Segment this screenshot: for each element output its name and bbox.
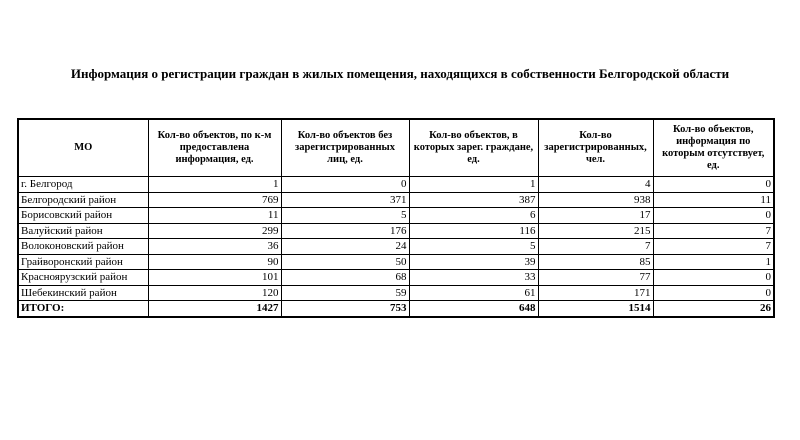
- table-row: [18, 270, 774, 286]
- cell-mo: Шебекинский район: [18, 285, 148, 301]
- header-objects-with-registered: Кол-во объектов, в которых зарег. граждане, ед.: [409, 119, 538, 177]
- cell-registered-count: 4: [538, 177, 653, 193]
- cell-objects-with-registered: 1: [409, 177, 538, 193]
- table-row: [18, 192, 774, 208]
- cell-objects-with-registered: 6: [409, 208, 538, 224]
- cell-objects-with-registered: 387: [409, 192, 538, 208]
- cell-objects-info: 769: [148, 192, 281, 208]
- cell-objects-no-info: 0: [653, 208, 774, 224]
- cell-registered-count: 17: [538, 208, 653, 224]
- cell-objects-no-registered: 50: [281, 254, 409, 270]
- cell-mo: г. Белгород: [18, 177, 148, 193]
- cell-mo: Красноярузский район: [18, 270, 148, 286]
- table-row: [18, 177, 774, 193]
- cell-objects-info: 101: [148, 270, 281, 286]
- cell-registered-count: 77: [538, 270, 653, 286]
- table-row: [18, 208, 774, 224]
- document-title: Информация о регистрации граждан в жилых помещения, находящихся в собственности Белгородской области: [70, 66, 730, 81]
- cell-objects-no-info: 1: [653, 254, 774, 270]
- cell-total-objects-info: 1427: [148, 301, 281, 317]
- cell-total-objects-with-registered: 648: [409, 301, 538, 317]
- cell-total-objects-no-registered: 753: [281, 301, 409, 317]
- registration-table: [17, 118, 775, 318]
- cell-total-registered-count: 1514: [538, 301, 653, 317]
- cell-objects-no-registered: 59: [281, 285, 409, 301]
- cell-objects-with-registered: 39: [409, 254, 538, 270]
- cell-objects-no-registered: 176: [281, 223, 409, 239]
- cell-mo: Грайворонский район: [18, 254, 148, 270]
- cell-objects-no-info: 7: [653, 223, 774, 239]
- cell-objects-no-info: 0: [653, 285, 774, 301]
- cell-objects-with-registered: 116: [409, 223, 538, 239]
- cell-objects-with-registered: 33: [409, 270, 538, 286]
- cell-objects-info: 299: [148, 223, 281, 239]
- cell-objects-with-registered: 5: [409, 239, 538, 255]
- cell-mo: Борисовский район: [18, 208, 148, 224]
- header-objects-no-registered: Кол-во объектов без зарегистрированных лиц, ед.: [281, 119, 409, 177]
- table-header-row: [18, 119, 774, 177]
- cell-objects-no-info: 7: [653, 239, 774, 255]
- cell-objects-no-registered: 68: [281, 270, 409, 286]
- cell-objects-no-info: 0: [653, 270, 774, 286]
- cell-objects-no-registered: 24: [281, 239, 409, 255]
- cell-objects-info: 1: [148, 177, 281, 193]
- cell-objects-no-registered: 371: [281, 192, 409, 208]
- cell-objects-info: 90: [148, 254, 281, 270]
- cell-objects-info: 120: [148, 285, 281, 301]
- cell-mo: Волоконовский район: [18, 239, 148, 255]
- cell-total-objects-no-info: 26: [653, 301, 774, 317]
- table-row: [18, 239, 774, 255]
- cell-objects-with-registered: 61: [409, 285, 538, 301]
- cell-registered-count: 7: [538, 239, 653, 255]
- cell-objects-info: 11: [148, 208, 281, 224]
- table-row: [18, 223, 774, 239]
- table-row: [18, 254, 774, 270]
- cell-registered-count: 85: [538, 254, 653, 270]
- cell-objects-info: 36: [148, 239, 281, 255]
- cell-registered-count: 215: [538, 223, 653, 239]
- cell-registered-count: 938: [538, 192, 653, 208]
- cell-registered-count: 171: [538, 285, 653, 301]
- cell-objects-no-info: 0: [653, 177, 774, 193]
- cell-objects-no-info: 11: [653, 192, 774, 208]
- cell-mo: Валуйский район: [18, 223, 148, 239]
- header-mo: МО: [18, 119, 148, 177]
- cell-objects-no-registered: 0: [281, 177, 409, 193]
- cell-objects-no-registered: 5: [281, 208, 409, 224]
- header-objects-no-info: Кол-во объектов, информация по которым отсутствует, ед.: [653, 119, 774, 177]
- table-total-row: [18, 301, 774, 317]
- header-registered-count: Кол-во зарегистрированных, чел.: [538, 119, 653, 177]
- cell-mo: Белгородский район: [18, 192, 148, 208]
- header-objects-info: Кол-во объектов, по к-м предоставлена информация, ед.: [148, 119, 281, 177]
- table-row: [18, 285, 774, 301]
- cell-total-label: ИТОГО:: [18, 301, 148, 317]
